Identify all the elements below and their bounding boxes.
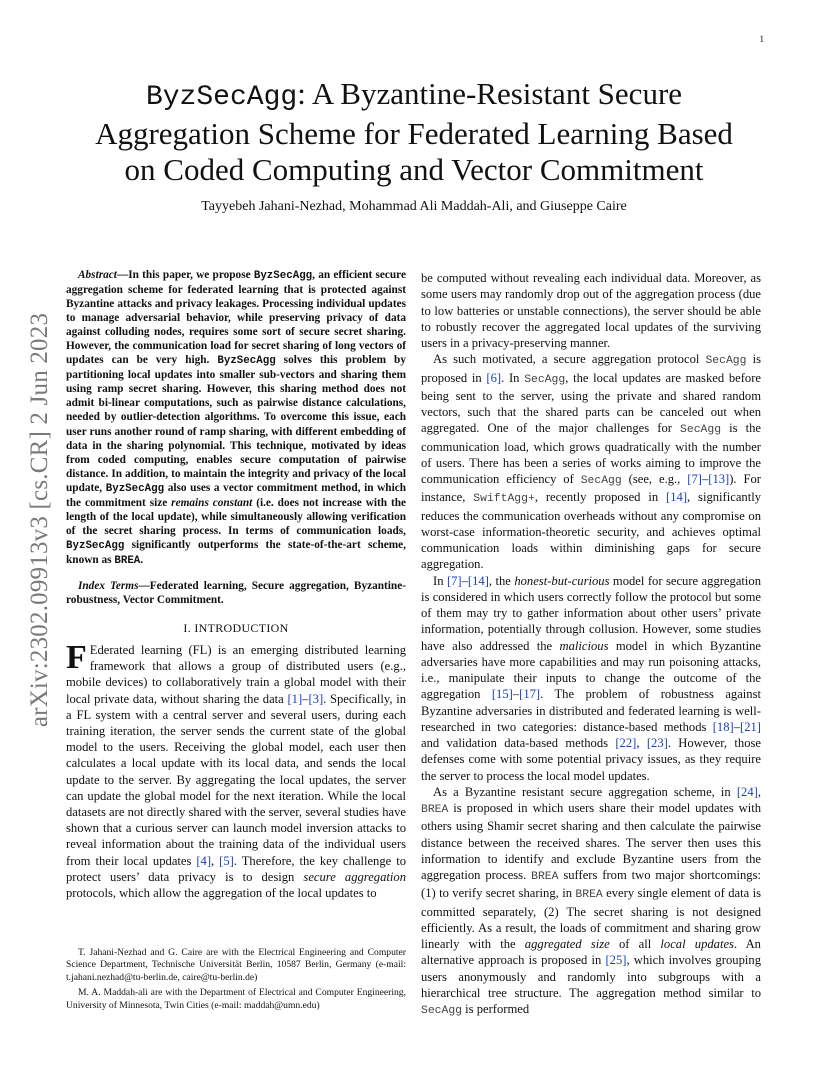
drop-cap: F: [66, 638, 87, 676]
page-number: 1: [759, 34, 764, 44]
paragraph: As such motivated, a secure aggregation protocol SecAgg is proposed in [6]. In SecAgg, the local updates are masked before being sent to the server, using the private and shared random vectors, such that the shared parts can be canceled out when aggregated. One of the major challenges for SecAgg is the communication load, which grows quadratically with the number of users. There has been a series of works aiming to improve the communication efficiency of SecAgg (see, e.g., [7]–[13]). For instance, SwiftAgg+, recently proposed in [14], significantly reduces the communication overheads without any compromise on worst-case information-theoretic security, and achieves optimal communication loads within diminishing gaps for secure aggregation.: [421, 352, 762, 572]
citation-link[interactable]: [18]: [712, 719, 734, 734]
citation-link[interactable]: [14]: [666, 490, 688, 505]
title-scheme-name: ByzSecAgg: [145, 82, 298, 113]
citation-link[interactable]: [22]: [615, 736, 637, 750]
citation-link[interactable]: [17]: [519, 687, 541, 702]
citation-link[interactable]: [14]: [467, 573, 489, 588]
citation-link[interactable]: [3]: [308, 691, 324, 706]
footnote: T. Jahani-Nezhad and G. Caire are with the Electrical Engineering and Computer Science Department, Technische Universität Berlin, 10587 Berlin, Germany (e-mail: t.jahani.nezhad@tu-berlin.de, caire@tu-berlin.de): [66, 947, 406, 983]
abstract: Abstract—In this paper, we propose ByzSecAgg, an efficient secure aggregation scheme for federated learning that is protected against Byzantine attacks and privacy leakages. Processing individual updates to manage adversarial behavior, while preserving privacy of data against colluding nodes, requires some sort of secure secret sharing. However, the communication load for secret sharing of long vectors of updates can be very high. ByzSecAgg solves this problem by partitioning local updates into smaller sub-vectors and sharing them using ramp secret sharing. However, this sharing method does not admit bi-linear computations, such as pairwise distance calculations, needed by outlier-detection algorithms. To overcome this issue, each user runs another round of ramp sharing, with different embedding of data in the sharing polynomial. This technique, motivated by ideas from coded computing, enables secure computation of pairwise distance. In addition, to maintain the integrity and privacy of the local update, ByzSecAgg also uses a vector commitment method, in which the commitment size remains constant (i.e. does not increase with the length of the local update), while simultaneously allowing verification of the secret sharing process. In terms of communication loads, ByzSecAgg significantly outperforms the state-of-the-art scheme, known as BREA.: [66, 269, 406, 567]
citation-link[interactable]: [7]: [446, 573, 462, 588]
left-column: [66, 268, 406, 901]
citation-link[interactable]: [23]: [646, 736, 668, 750]
paragraph: be computed without revealing each individual data. Moreover, as some users may randomly drop out of the aggregation process (due to low batteries or unstable connections), the server should be able to robustly recover the aggregated local updates of the surviving users in a privacy-preserving manner.: [421, 271, 761, 350]
author-list: Tayyebeh Jahani-Nezhad, Mohammad Ali Maddah-Ali, and Giuseppe Caire: [201, 199, 627, 214]
citation-link[interactable]: [25]: [605, 953, 627, 968]
paragraph: In [7]–[14], the honest-but-curious model for secure aggregation is considered in which users correctly follow the protocol but some of them may try to gather information about other users’ private information, potentially through collusion. However, some studies have also addressed the malicious model in which Byzantine adversaries have more capabilities and may run poisoning attacks, i.e., manipulate their inputs to change the outcome of the aggregation [15]–[17]. The problem of robustness against Byzantine adversaries in distributed and federated learning is well-researched in two categories: distance-based methods [18]–[21] and validation data-based methods [22], [23]. However, those defenses come with some potential privacy issues, as they require the server to process the local model updates.: [421, 573, 761, 783]
citation-link[interactable]: [4]: [196, 853, 212, 868]
citation-link[interactable]: [13]: [708, 472, 730, 486]
arxiv-identifier-watermark: [20, 300, 60, 740]
footnotes: [66, 947, 406, 1015]
citation-link[interactable]: [7]: [687, 472, 702, 486]
arxiv-id: arXiv:2302.09913v3 [cs.CR] 2 Jun 2023: [26, 312, 53, 728]
citation-link[interactable]: [1]: [287, 691, 303, 706]
citation-link[interactable]: [21]: [740, 719, 761, 734]
citation-link[interactable]: [5]: [219, 853, 234, 868]
right-column: [421, 270, 761, 1019]
intro-paragraph: F Ederated learning (FL) is an emerging distributed learning framework that allows a group of distributed users (e.g., mobile devices) to collaboratively train a global model with their local private data, without sharing the data [1]–[3]. Specifically, in a FL system with a central server and several users, during each training iteration, the server sends the current state of the global model to the users. Receiving the global model, each user then calculates a local update with its local data, and sends the local update to the server. By aggregating the local updates, the server can update the global model for the next iteration. While the local datasets are not directly shared with the server, several studies have shown that a curious server can launch model inversion attacks to reveal information about the training data of the individual users from their local updates [4], [5]. Therefore, the key challenge to protect users’ data privacy is to design secure aggregation protocols, which allow the aggregation of the local updates to: [66, 638, 406, 901]
citation-link[interactable]: [24]: [736, 784, 758, 799]
citation-link[interactable]: [6]: [486, 370, 502, 385]
citation-link[interactable]: [15]: [491, 687, 513, 702]
paper-title: ByzSecAgg: A Byzantine-Resistant Secure Aggregation Scheme for Federated Learning Based on Coded Computing and Vector Commitment: [95, 76, 733, 187]
index-terms: Index Terms—Federated learning, Secure aggregation, Byzantine-robustness, Vector Commitment.: [66, 579, 406, 606]
paragraph: As a Byzantine resistant secure aggregation scheme, in [24], BREA is proposed in which users share their model updates with others using Shamir secret sharing and then calculate the pairwise distance between the received shares. The server then uses this information to identify and exclude Byzantine users from the aggregation process. BREA suffers from two major shortcomings: (1) to verify secret sharing, in BREA every single element of data is committed separately, (2) The secret sharing is not designed efficiently. As a result, the loads of commitment and sharing grow linearly with the aggregated size of all local updates. An alternative approach is proposed in [25], which involves grouping users anonymously and randomly into subgroups with a hierarchical tree structure. The aggregation method similar to SecAgg is performed: [421, 784, 761, 1017]
section-heading-introduction: I. INTRODUCTION: [183, 620, 289, 635]
footnote: M. A. Maddah-ali are with the Department of Electrical and Computer Engineering, University of Minnesota, Twin Cities (e-mail: maddah@umn.edu): [66, 987, 406, 1011]
